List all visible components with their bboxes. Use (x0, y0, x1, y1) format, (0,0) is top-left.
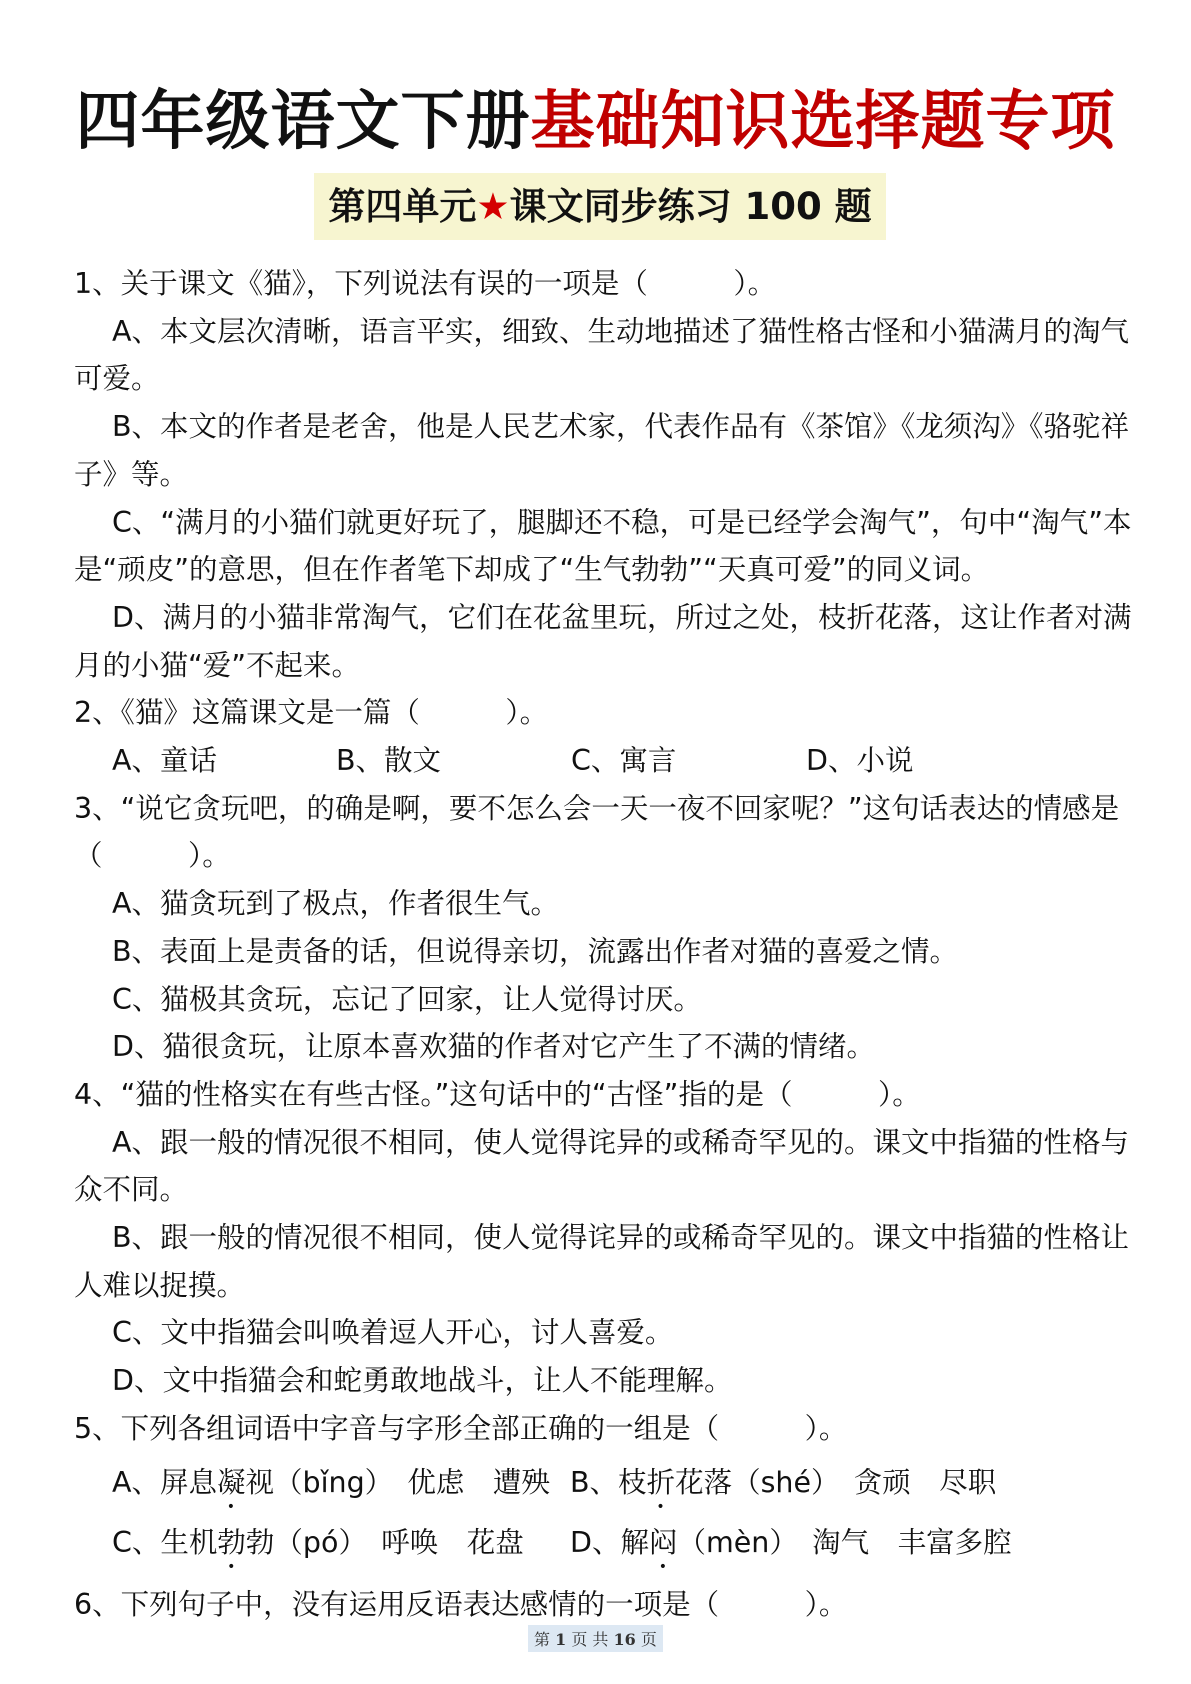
page-number (528, 1625, 663, 1652)
footer-text: 页 共 (571, 1630, 609, 1649)
q5-option-a (112, 1453, 550, 1515)
q5-options-row-1 (74, 1453, 1132, 1513)
question-4: 4、“猫的性格实在有些古怪。”这句话中的“古怪”指的是（ ）。 (74, 1077, 921, 1111)
q4-option-a: A、跟一般的情况很不相同，使人觉得诧异的或稀奇罕见的。课文中指猫的性格与众不同。 (74, 1125, 1129, 1207)
question-6: 6、下列句子中，没有运用反语表达感情的一项是（ ）。 (74, 1587, 848, 1621)
q3-option-c: C、猫极其贪玩，忘记了回家，让人觉得讨厌。 (112, 982, 702, 1016)
emphasis-char: 闷 (648, 1525, 678, 1559)
q1-option-d: D、满月的小猫非常淘气，它们在花盆里玩，所过之处，枝折花落，这让作者对满月的小猫“爱”不起来。 (74, 600, 1132, 682)
q2-option-a: A、童话 (112, 744, 217, 778)
text: B、枝 (570, 1465, 647, 1499)
q1-option-c: C、“满月的小猫们就更好玩了，腿脚还不稳，可是已经学会淘气”，句中“淘气”本是“顽皮”的意思，但在作者笔下却成了“生气勃勃”“天真可爱”的同义词。 (74, 505, 1132, 587)
q4-option-d: D、文中指猫会和蛇勇敢地战斗，让人不能理解。 (112, 1364, 733, 1398)
q2-option-d: D、小说 (806, 744, 914, 778)
subtitle-right: 课文同步练习 100 题 (509, 185, 872, 228)
question-2: 2、《猫》这篇课文是一篇（ ）。 (74, 696, 549, 730)
question-5: 5、下列各组词语中字音与字形全部正确的一组是（ ）。 (74, 1411, 848, 1445)
emphasis-char: 凝 (217, 1465, 246, 1499)
current-page: 1 (555, 1630, 567, 1649)
text: D、解 (570, 1525, 649, 1559)
q1-option-a: A、本文层次清晰，语言平实，细致、生动地描述了猫性格古怪和小猫满月的淘气可爱。 (74, 314, 1129, 396)
text: 花落（shé） 贪顽 尽职 (675, 1465, 997, 1499)
text: A、屏息 (112, 1465, 217, 1499)
q1-option-b: B、本文的作者是老舍，他是人民艺术家，代表作品有《茶馆》《龙须沟》《骆驼祥子》等。 (74, 410, 1130, 491)
q3-option-d: D、猫很贪玩，让原本喜欢猫的作者对它产生了不满的情绪。 (112, 1030, 875, 1064)
q5-option-c (112, 1513, 524, 1575)
q4-option-c: C、文中指猫会叫唤着逗人开心，讨人喜爱。 (112, 1316, 674, 1350)
total-pages: 16 (613, 1630, 636, 1649)
footer-text: 第 (534, 1630, 551, 1649)
question-list (74, 260, 1132, 1628)
title-black: 四年级语文下册 (75, 85, 531, 159)
question-1: 1、关于课文《猫》，下列说法有误的一项是（ ）。 (74, 267, 777, 300)
q3-option-a: A、猫贪玩到了极点，作者很生气。 (112, 887, 559, 921)
text: 视（bǐng） 优虑 遭殃 (245, 1465, 550, 1499)
footer-text: 页 (640, 1630, 657, 1649)
q5-option-b (570, 1453, 996, 1515)
text: （mèn） 淘气 丰富多腔 (677, 1525, 1012, 1559)
text: 勃（pó） 呼唤 花盘 (245, 1525, 524, 1559)
q2-option-b: B、散文 (336, 744, 442, 778)
question-3: 3、“说它贪玩吧，的确是啊，要不怎么会一天一夜不回家呢？”这句话表达的情感是（ ）。 (74, 791, 1120, 873)
page-title (0, 82, 1191, 162)
title-red: 基础知识选择题专项 (530, 85, 1116, 159)
q5-options-row-2 (74, 1513, 1132, 1573)
q5-option-d (570, 1513, 1012, 1575)
q2-options (74, 737, 1132, 785)
emphasis-char: 折 (646, 1465, 676, 1499)
q2-option-c: C、寓言 (571, 744, 677, 778)
q3-option-b: B、表面上是责备的话，但说得亲切，流露出作者对猫的喜爱之情。 (112, 934, 959, 968)
subtitle-left: 第四单元 (328, 185, 477, 228)
star-icon: ★ (476, 185, 510, 228)
emphasis-char: 勃 (217, 1525, 246, 1559)
subtitle-banner (314, 173, 886, 240)
q4-option-b: B、跟一般的情况很不相同，使人觉得诧异的或稀奇罕见的。课文中指猫的性格让人难以捉摸。 (74, 1221, 1130, 1302)
text: C、生机 (112, 1525, 218, 1559)
